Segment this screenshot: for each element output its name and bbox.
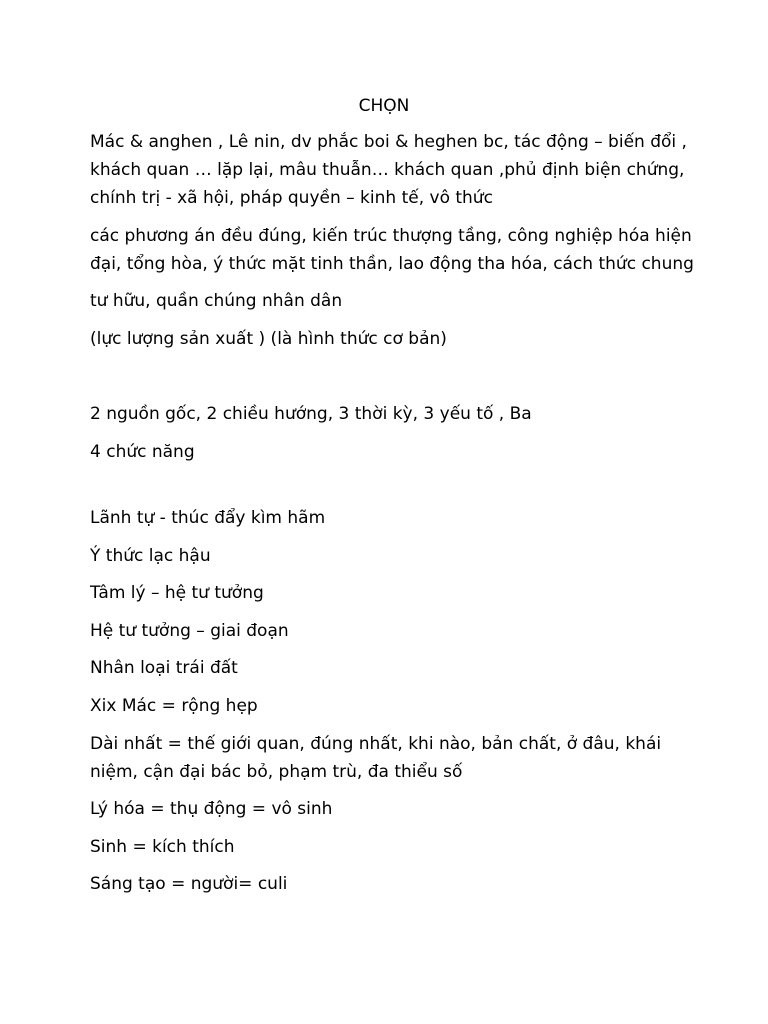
text-line: các phương án đều đúng, kiến trúc thượng tầng, công nghiệp hóa hiện — [90, 226, 692, 246]
text-line: Sinh = kích thích — [90, 837, 235, 857]
document-title: CHỌN — [358, 96, 410, 116]
text-line: Xix Mác = rộng hẹp — [90, 696, 258, 716]
text-line: tư hữu, quần chúng nhân dân — [90, 291, 343, 311]
text-line: Nhân loại trái đất — [90, 658, 238, 678]
text-line: Tâm lý – hệ tư tưởng — [90, 583, 264, 603]
text-line: Lý hóa = thụ động = vô sinh — [90, 799, 333, 819]
text-line: chính trị - xã hội, pháp quyền – kinh tế, vô thức — [90, 188, 493, 208]
text-line: Mác & anghen , Lê nin, dv phắc boi & heghen bc, tác động – biến đổi , — [90, 132, 687, 152]
text-line: (lực lượng sản xuất ) (là hình thức cơ bản) — [90, 329, 447, 349]
text-line: 4 chức năng — [90, 442, 195, 462]
text-line: 2 nguồn gốc, 2 chiều hướng, 3 thời kỳ, 3 yếu tố , Ba — [90, 404, 532, 424]
text-line: Hệ tư tưởng – giai đoạn — [90, 621, 289, 641]
text-line: Ý thức lạc hậu — [90, 546, 211, 566]
text-line: Dài nhất = thế giới quan, đúng nhất, khi nào, bản chất, ở đâu, khái — [90, 734, 662, 754]
text-line: đại, tổng hòa, ý thức mặt tinh thần, lao động tha hóa, cách thức chung — [90, 254, 694, 274]
text-line: khách quan … lặp lại, mâu thuẫn… khách quan ,phủ định biện chứng, — [90, 160, 685, 180]
text-line: niệm, cận đại bác bỏ, phạm trù, đa thiểu số — [90, 762, 463, 782]
text-line: Lãnh tự - thúc đẩy kìm hãm — [90, 508, 326, 528]
text-line: Sáng tạo = người= culi — [90, 874, 288, 894]
